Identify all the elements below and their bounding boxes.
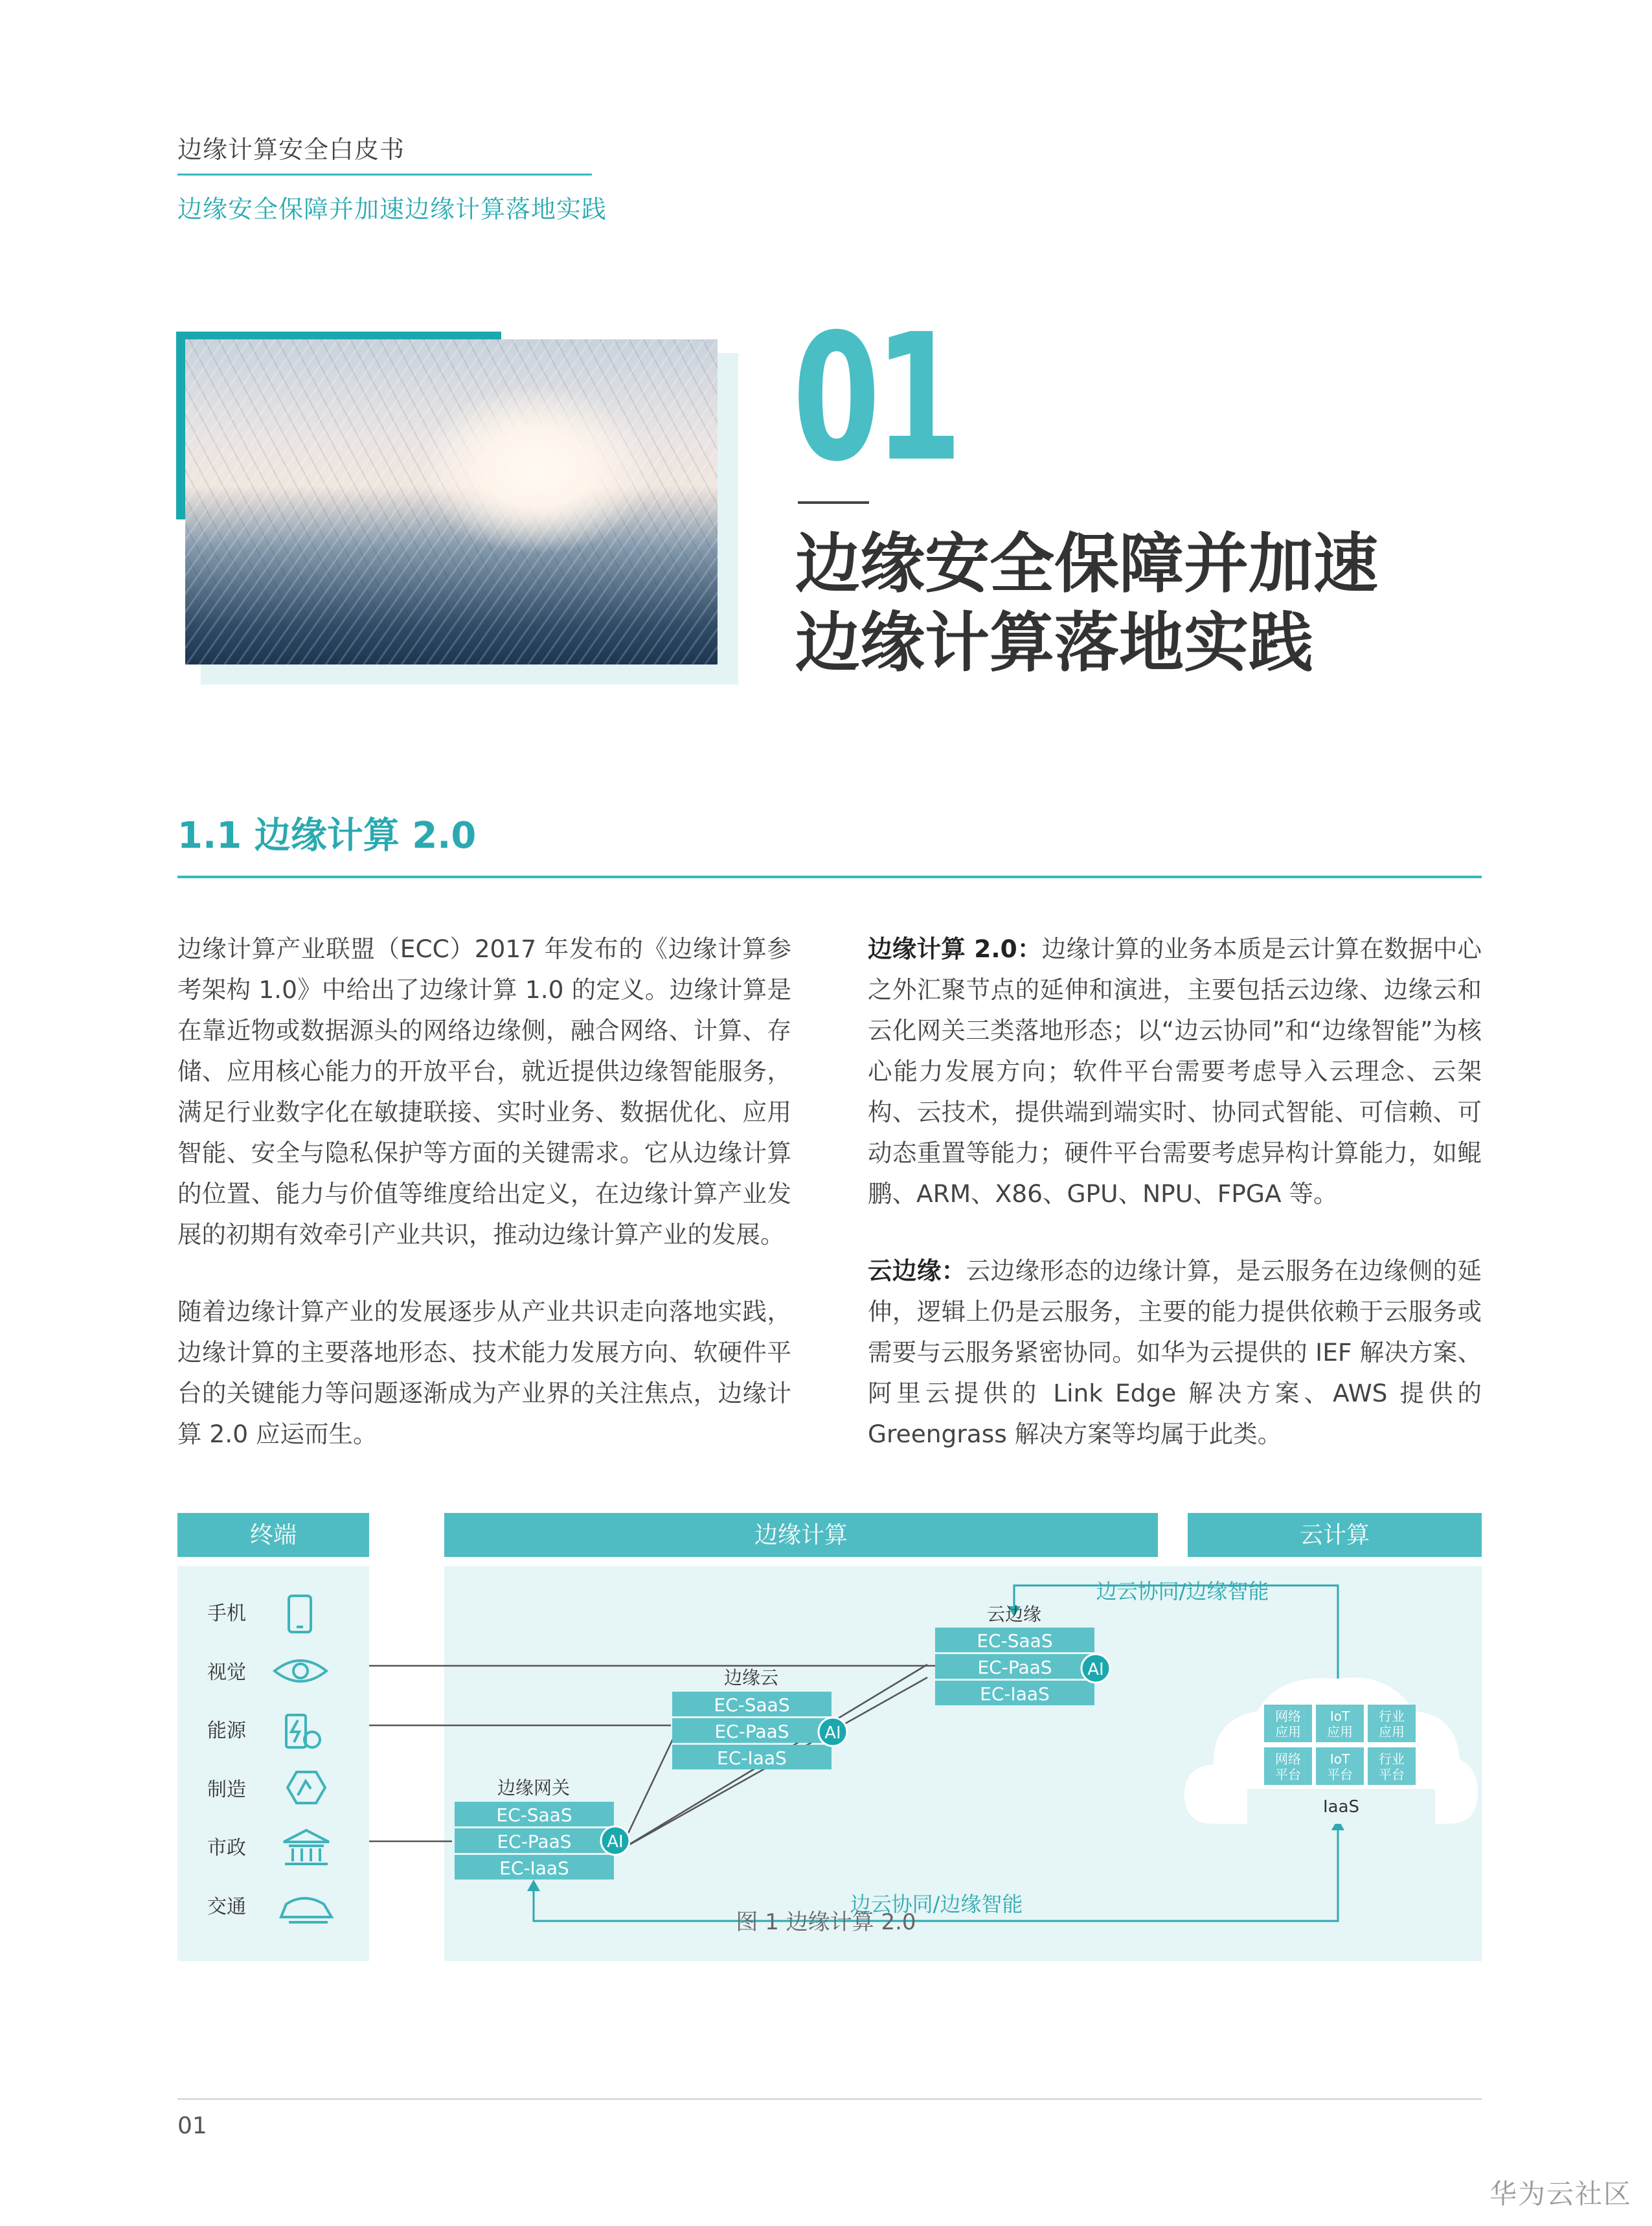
collab-label-bottom: 边云协同/边缘智能 <box>850 1892 1023 1916</box>
running-header-title: 边缘计算安全白皮书 <box>177 135 405 164</box>
layer-iaas: EC-IaaS <box>980 1683 1050 1705</box>
chapter-title-line-2: 边缘计算落地实践 <box>795 605 1313 681</box>
section-rule <box>177 876 1482 878</box>
node-title: 边缘云 <box>723 1667 779 1688</box>
footer-rule <box>177 2098 1482 2100</box>
running-header-rule <box>177 174 592 176</box>
chapter-title <box>795 525 1378 683</box>
paragraph-lead: 边缘计算 2.0： <box>868 935 1042 963</box>
cloud-cell-industry-app: 行业应用 <box>1379 1709 1405 1740</box>
edge-computing-diagram <box>177 1513 1482 1961</box>
chapter-title-line-1: 边缘安全保障并加速 <box>795 526 1378 602</box>
paragraph-lead: 云边缘： <box>868 1256 966 1285</box>
layer-paas: EC-PaaS <box>977 1657 1052 1678</box>
watermark: 华为云社区 <box>1489 2178 1633 2210</box>
terminal-label-energy: 能源 <box>207 1720 246 1742</box>
paragraph-body: 云边缘形态的边缘计算，是云服务在边缘侧的延伸，逻辑上仍是云服务，主要的能力提供依赖于云服务或需要与云服务紧密协同。如华为云提供的 IEF 解决方案、阿里云提供的 Link Edge 解决方案、AWS 提供的 Greengrass 解决方案等均属于此类。 <box>868 1256 1482 1448</box>
collab-label-top: 边云协同/边缘智能 <box>1096 1579 1269 1604</box>
paragraph <box>868 929 1482 1214</box>
right-column <box>868 929 1482 1491</box>
layer-iaas: EC-IaaS <box>499 1857 569 1879</box>
figure-caption: 图 1 边缘计算 2.0 <box>736 1909 916 1935</box>
ai-badge: AI <box>824 1723 841 1743</box>
node-title: 云边缘 <box>986 1604 1042 1625</box>
terminal-label-phone: 手机 <box>207 1602 246 1625</box>
left-column <box>177 929 791 1491</box>
layer-saas: EC-SaaS <box>714 1694 790 1716</box>
terminal-label-municipal: 市政 <box>207 1837 246 1859</box>
header-cloud: 云计算 <box>1299 1522 1370 1549</box>
layer-paas: EC-PaaS <box>497 1831 572 1852</box>
cloud-cell-iot-app: IoT 应用 <box>1327 1709 1353 1740</box>
terminal-label-manufacturing: 制造 <box>207 1778 246 1801</box>
ai-badge: AI <box>607 1832 624 1852</box>
layer-paas: EC-PaaS <box>714 1721 789 1742</box>
header-terminal: 终端 <box>249 1522 297 1549</box>
terminal-label-transport: 交通 <box>207 1896 246 1918</box>
paragraph <box>868 1251 1482 1455</box>
terminal-label-vision: 视觉 <box>207 1661 246 1684</box>
layer-iaas: EC-IaaS <box>717 1747 787 1769</box>
paragraph-body: 边缘计算的业务本质是云计算在数据中心之外汇聚节点的延伸和演进，主要包括云边缘、边缘云和云化网关三类落地形态；以“边云协同”和“边缘智能”为核心能力发展方向；软件平台需要考虑导入云理念、云架构、云技术，提供端到端实时、协同式智能、可信赖、可动态重置等能力；硬件平台需要考虑异构计算能力，如鲲鹏、ARM、X86、GPU、NPU、FPGA 等。 <box>868 935 1482 1208</box>
page-number: 01 <box>177 2113 207 2139</box>
node-title: 边缘网关 <box>497 1777 571 1799</box>
cloud-cell-network-app: 网络应用 <box>1275 1709 1301 1740</box>
cloud-services <box>1247 1705 1435 1824</box>
cloud-iaas: IaaS <box>1322 1797 1360 1817</box>
ai-badge: AI <box>1087 1660 1104 1679</box>
layer-saas: EC-SaaS <box>496 1804 572 1826</box>
chapter-divider <box>798 501 869 504</box>
hero-image-motion-tunnel <box>185 339 718 664</box>
cloud-cell-network-platform: 网络平台 <box>1275 1751 1301 1782</box>
running-header-subtitle: 边缘安全保障并加速边缘计算落地实践 <box>177 195 607 223</box>
header-edge: 边缘计算 <box>754 1522 848 1549</box>
paragraph: 边缘计算产业联盟（ECC）2017 年发布的《边缘计算参考架构 1.0》中给出了边缘计算 1.0 的定义。边缘计算是在靠近物或数据源头的网络边缘侧，融合网络、计算、存储、应用核心能力的开放平台，就近提供边缘智能服务，满足行业数字化在敏捷联接、实时业务、数据优化、应用智能、安全与隐私保护等方面的关键需求。它从边缘计算的位置、能力与价值等维度给出定义，在边缘计算产业发展的初期有效牵引产业共识，推动边缘计算产业的发展。 <box>177 935 791 1249</box>
paragraph: 随着边缘计算产业的发展逐步从产业共识走向落地实践，边缘计算的主要落地形态、技术能力发展方向、软硬件平台的关键能力等问题逐渐成为产业界的关注焦点，边缘计算 2.0 应运而生。 <box>177 1297 791 1448</box>
chapter-number: 01 <box>793 296 957 500</box>
cloud-cell-iot-platform: IoT 平台 <box>1327 1751 1353 1782</box>
cloud-cell-industry-platform: 行业平台 <box>1379 1751 1405 1782</box>
section-title: 1.1 边缘计算 2.0 <box>177 815 477 857</box>
layer-saas: EC-SaaS <box>977 1630 1053 1652</box>
